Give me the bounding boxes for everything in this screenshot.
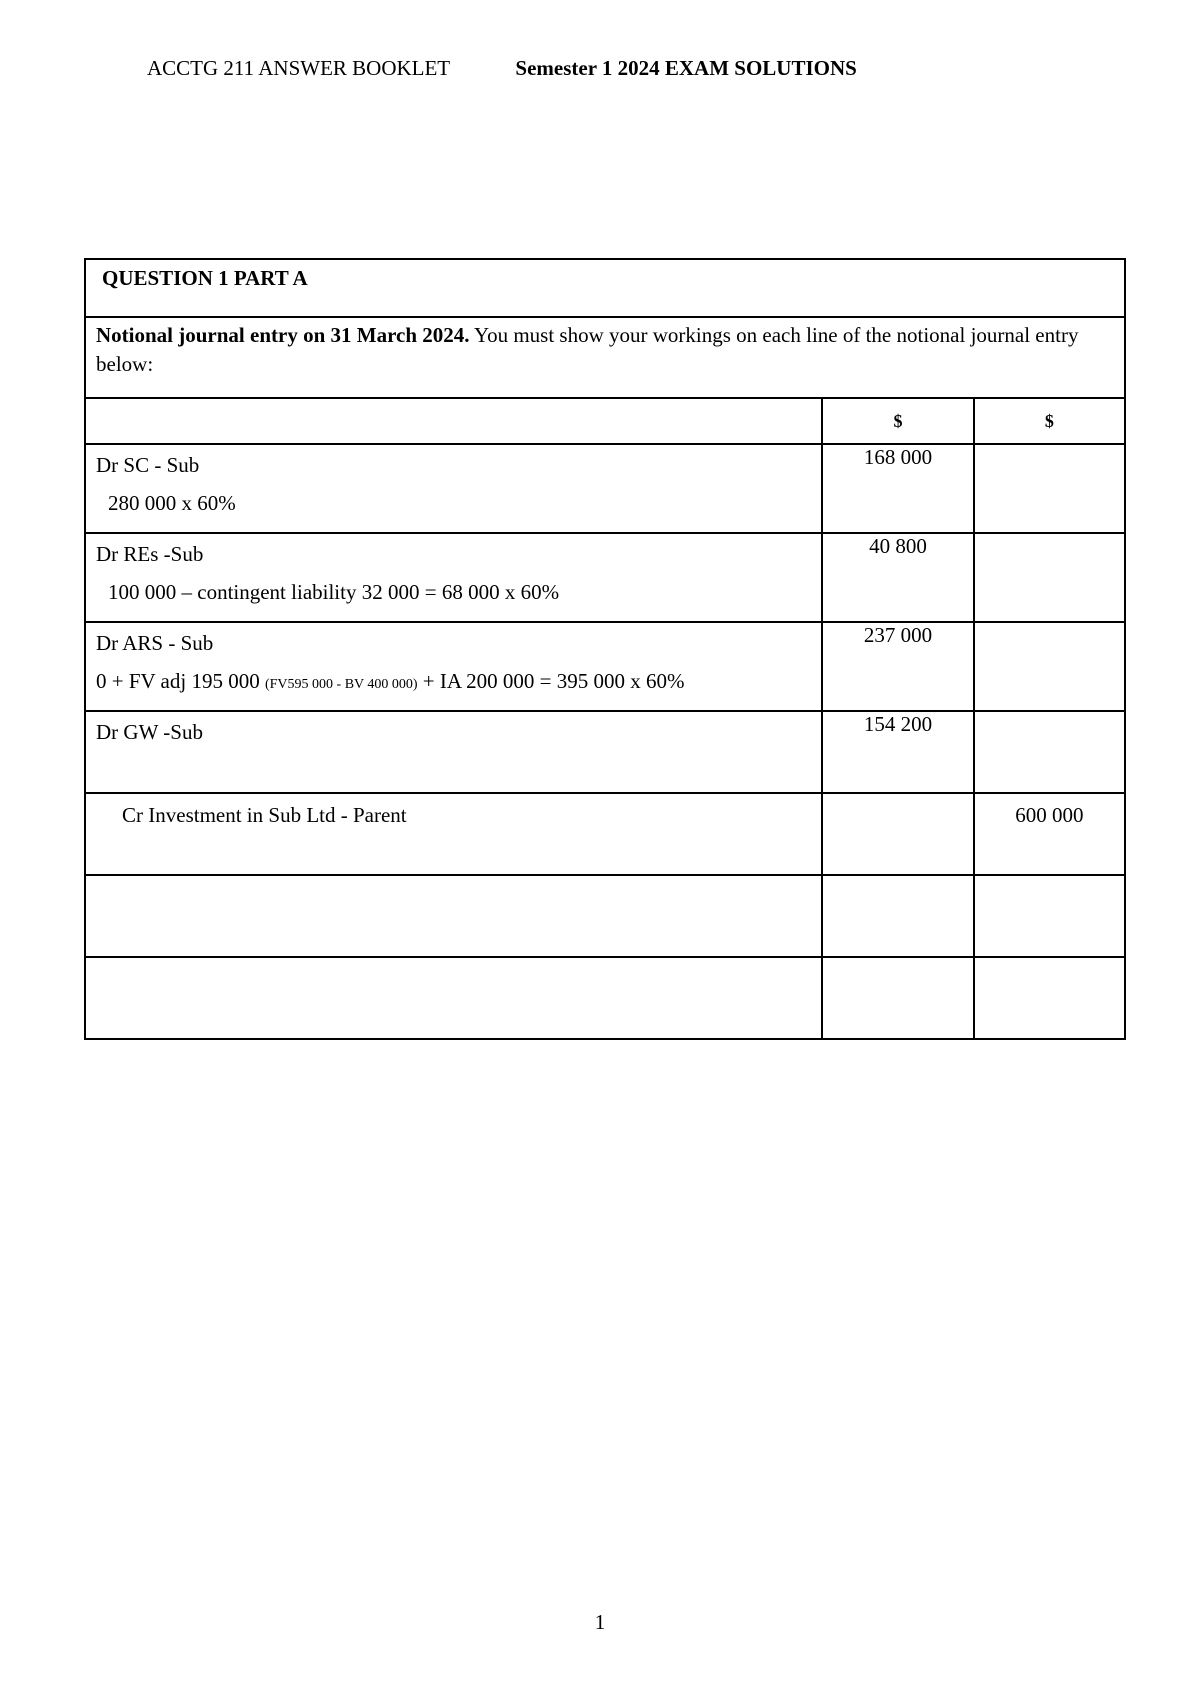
working-part: + IA 200 000 = 395 000 x 60% <box>417 669 685 693</box>
empty-journal-line <box>85 875 1125 957</box>
journal-line <box>85 444 1125 533</box>
account-name: Cr Investment in Sub Ltd - Parent <box>122 803 407 827</box>
journal-line <box>85 711 1125 793</box>
question-title-row <box>85 259 1125 317</box>
header-account-cell <box>85 398 822 444</box>
header-credit: $ <box>974 398 1125 444</box>
account-name: Dr ARS - Sub <box>96 631 214 655</box>
column-header-row <box>85 398 1125 444</box>
journal-line <box>85 533 1125 622</box>
journal-line <box>85 793 1125 875</box>
credit-amount: 600 000 <box>974 793 1125 875</box>
credit-amount <box>974 875 1125 957</box>
working-fv-bv-note: (FV595 000 - BV 400 000) <box>264 677 418 692</box>
account-name: Dr GW -Sub <box>96 720 203 744</box>
working <box>86 656 821 694</box>
instructions-row <box>85 317 1125 398</box>
header-debit: $ <box>822 398 973 444</box>
working: 100 000 – contingent liability 32 000 = 68 000 x 60% <box>108 580 560 604</box>
journal-line <box>85 622 1125 711</box>
account-cell <box>85 444 822 533</box>
credit-amount <box>974 533 1125 622</box>
instructions-bold: Notional journal entry on 31 March 2024. <box>96 323 470 347</box>
debit-amount: 40 800 <box>822 533 973 622</box>
debit-amount: 237 000 <box>822 622 973 711</box>
debit-amount <box>822 957 973 1039</box>
account-cell <box>85 711 822 793</box>
debit-amount <box>822 875 973 957</box>
course-title: ACCTG 211 ANSWER BOOKLET <box>147 56 451 80</box>
working-part: 0 + FV adj 195 000 <box>96 669 265 693</box>
question-title: QUESTION 1 PART A <box>85 259 1125 317</box>
debit-amount <box>822 793 973 875</box>
account-name: Dr SC - Sub <box>96 453 200 477</box>
journal-entry-table <box>84 258 1126 1040</box>
account-cell <box>85 622 822 711</box>
account-cell <box>85 875 822 957</box>
page-header <box>147 56 857 81</box>
credit-amount <box>974 444 1125 533</box>
instructions-text: You must show your workings on each line of the notional journal entry below: <box>96 323 1079 376</box>
account-cell <box>85 533 822 622</box>
debit-amount: 168 000 <box>822 444 973 533</box>
empty-journal-line <box>85 957 1125 1039</box>
working: 280 000 x 60% <box>108 491 236 515</box>
account-cell <box>85 957 822 1039</box>
debit-amount: 154 200 <box>822 711 973 793</box>
page-number: 1 <box>594 1610 606 1634</box>
credit-amount <box>974 957 1125 1039</box>
account-cell <box>85 793 822 875</box>
credit-amount <box>974 622 1125 711</box>
instructions <box>85 317 1125 398</box>
account-name: Dr REs -Sub <box>96 542 204 566</box>
credit-amount <box>974 711 1125 793</box>
exam-title: Semester 1 2024 EXAM SOLUTIONS <box>515 56 857 80</box>
